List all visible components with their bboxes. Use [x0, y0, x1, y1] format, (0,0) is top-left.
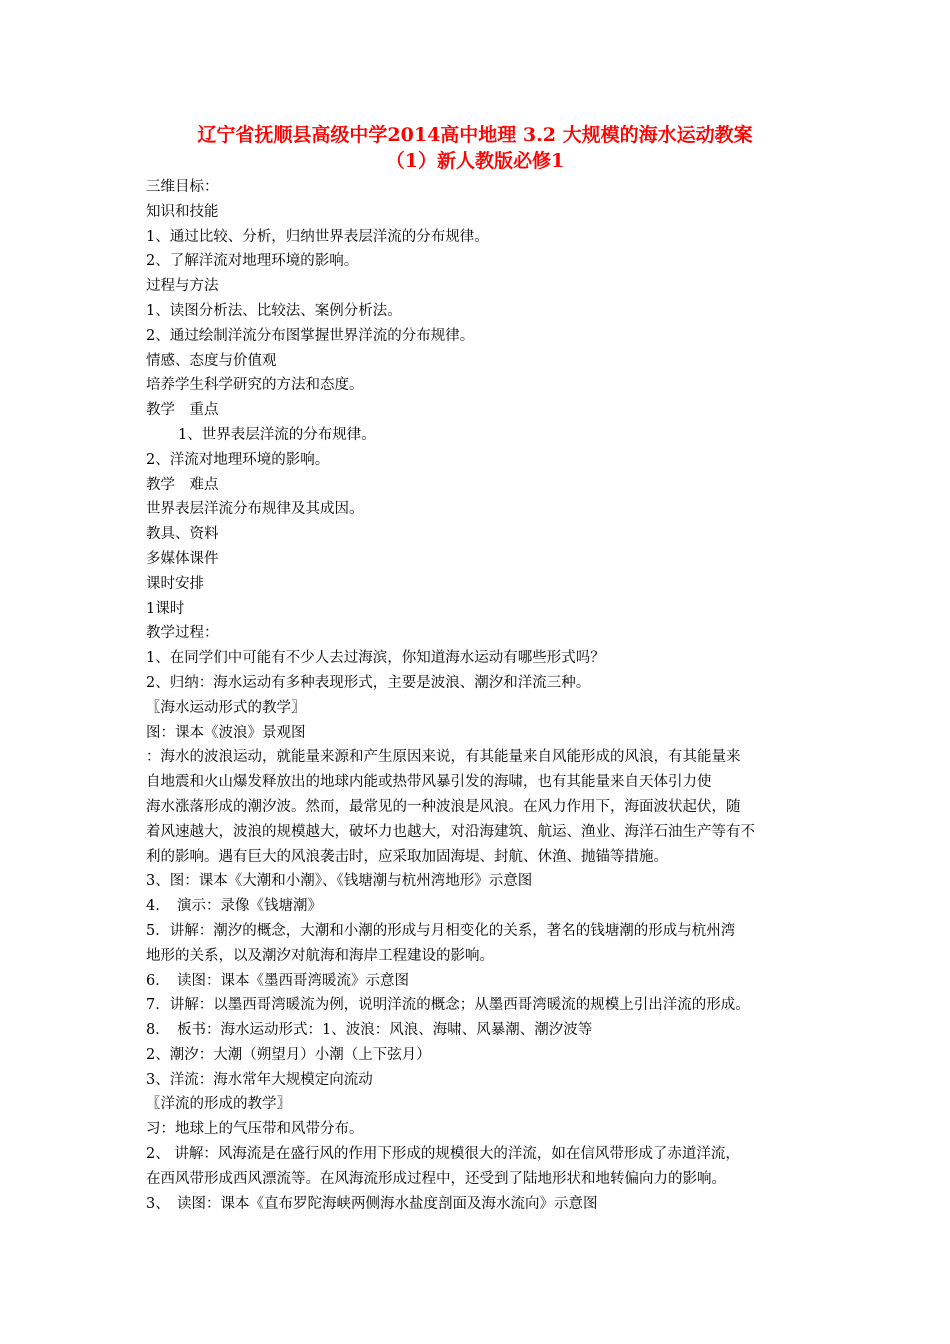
text-line: 2、通过绘制洋流分布图掌握世界洋流的分布规律。 [146, 327, 475, 344]
section-heading: 三维目标： [146, 179, 219, 195]
subsection-heading: 教学 难点 [146, 476, 219, 493]
paragraph-line: 着风速越大，波浪的规模越大，破坏力也越大，对沿海建筑、航运、渔业、海洋石油生产等有不 [146, 823, 755, 840]
text-line: 3、图：课本《大潮和小潮》、《钱塘潮与杭州湾地形》示意图 [146, 873, 533, 890]
subsection-heading: 知识和技能 [146, 203, 219, 220]
text-line: 2、了解洋流对地理环境的影响。 [146, 253, 359, 270]
text-line: 8． 板书：海水运动形式：1、波浪：风浪、海啸、风暴潮、潮汐波等 [146, 1022, 593, 1039]
section-heading: 教学过程： [146, 625, 219, 642]
text-line: 1、在同学们中可能有不少人去过海滨，你知道海水运动有哪些形式吗？ [146, 650, 605, 667]
text-line: 1、读图分析法、比较法、案例分析法。 [146, 302, 402, 319]
text-line: 世界表层洋流分布规律及其成因。 [146, 501, 364, 518]
subsection-heading: 课时安排 [146, 575, 204, 592]
subsection-heading: 过程与方法 [146, 278, 219, 295]
text-line: 7．讲解：以墨西哥湾暖流为例，说明洋流的概念；从墨西哥湾暖流的规模上引出洋流的形成。 [146, 997, 750, 1014]
text-line: 培养学生科学研究的方法和态度。 [146, 377, 364, 394]
text-line: 2、归纳：海水运动有多种表现形式，主要是波浪、潮汐和洋流三种。 [146, 674, 591, 691]
paragraph-line: 地形的关系，以及潮汐对航海和海岸工程建设的影响。 [146, 947, 494, 964]
text-line: 多媒体课件 [146, 550, 219, 567]
text-line: 2、洋流对地理环境的影响。 [146, 451, 330, 468]
document-title-line-1: 辽宁省抚顺县高级中学2014高中地理 3.2 大规模的海水运动教案 [197, 124, 753, 146]
text-line: 1课时 [146, 600, 185, 617]
subsection-heading: 教具、资料 [146, 526, 219, 543]
paragraph-line: 5．讲解：潮汐的概念，大潮和小潮的形成与月相变化的关系，著名的钱塘潮的形成与杭州湾 [146, 922, 736, 939]
text-line: 4． 演示：录像《钱塘潮》 [146, 898, 322, 915]
document-title-line-2: （1）新人教版必修1 [385, 150, 565, 172]
subsection-heading: 教学 重点 [146, 402, 219, 419]
text-line: 〖海水运动形式的教学〗 [146, 699, 306, 716]
paragraph-line: 在西风带形成西风漂流等。在风海流形成过程中，还受到了陆地形状和地转偏向力的影响。 [146, 1170, 726, 1187]
paragraph-line: 利的影响。遇有巨大的风浪袭击时，应采取加固海堤、封航、休渔、抛锚等措施。 [146, 848, 668, 865]
subsection-heading: 情感、态度与价值观 [146, 352, 277, 369]
text-line: 1、世界表层洋流的分布规律。 [178, 426, 376, 443]
text-line: 习：地球上的气压带和风带分布。 [146, 1121, 364, 1138]
text-line: 1、通过比较、分析，归纳世界表层洋流的分布规律。 [146, 228, 489, 245]
text-line: 3、洋流：海水常年大规模定向流动 [146, 1071, 373, 1088]
text-line: 〖洋流的形成的教学〗 [146, 1096, 291, 1113]
paragraph-line: 自地震和火山爆发释放出的地球内能或热带风暴引发的海啸，也有其能量来自天体引力使 [146, 774, 712, 791]
text-line: 2、潮汐：大潮（朔望月）小潮（上下弦月） [146, 1046, 431, 1063]
document-body [146, 175, 826, 1216]
text-line: 6． 读图：课本《墨西哥湾暖流》示意图 [146, 972, 409, 989]
text-line: 3、 读图：课本《直布罗陀海峡两侧海水盐度剖面及海水流向》示意图 [146, 1195, 598, 1212]
paragraph-line: 海水涨落形成的潮汐波。然而，最常见的一种波浪是风浪。在风力作用下，海面波状起伏，随 [146, 798, 741, 815]
text-line: 图：课本《波浪》景观图 [146, 724, 306, 741]
paragraph-line: ：海水的波浪运动，就能量来源和产生原因来说，有其能量来自风能形成的风浪，有其能量来 [146, 749, 741, 766]
paragraph-line: 2、 讲解：风海流是在盛行风的作用下形成的规模很大的洋流，如在信风带形成了赤道洋流， [146, 1146, 740, 1163]
